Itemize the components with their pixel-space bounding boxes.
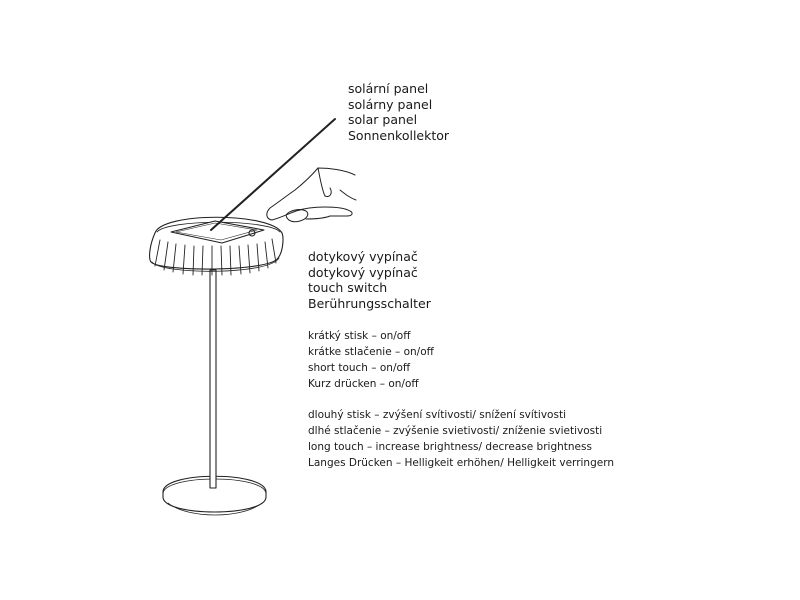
short-touch-cs: krátký stisk – on/off xyxy=(308,330,411,342)
long-touch-sk: dlhé stlačenie – zvýšenie svietivosti/ zníženie svietivosti xyxy=(308,425,603,437)
short-touch-en: short touch – on/off xyxy=(308,362,411,374)
touch-label-sk: dotykový vypínač xyxy=(308,264,418,280)
solar-label-sk: solárny panel xyxy=(348,96,433,112)
long-touch-de: Langes Drücken – Helligkeit erhöhen/ Helligkeit verringern xyxy=(308,457,614,469)
long-touch-en: long touch – increase brightness/ decrease brightness xyxy=(308,441,592,453)
hand-illustration xyxy=(267,168,356,222)
short-touch-labels xyxy=(308,328,434,392)
long-touch-cs: dlouhý stisk – zvýšení svítivosti/ snížení svítivosti xyxy=(308,409,566,421)
solar-label-cs: solární panel xyxy=(348,81,429,96)
touch-label-de: Berührungsschalter xyxy=(308,295,431,311)
short-touch-de: Kurz drücken – on/off xyxy=(308,378,419,390)
leader-line-solar-panel xyxy=(211,119,335,230)
touch-label-cs: dotykový vypínač xyxy=(308,249,418,264)
touch-label-en: touch switch xyxy=(308,280,388,295)
solar-label-en: solar panel xyxy=(348,112,418,127)
lamp-pole xyxy=(210,270,216,488)
solar-panel-labels xyxy=(348,81,449,143)
short-touch-sk: krátke stlačenie – on/off xyxy=(308,346,434,358)
long-touch-labels xyxy=(308,407,614,471)
touch-switch-labels xyxy=(308,249,431,311)
solar-label-de: Sonnenkollektor xyxy=(348,127,450,143)
